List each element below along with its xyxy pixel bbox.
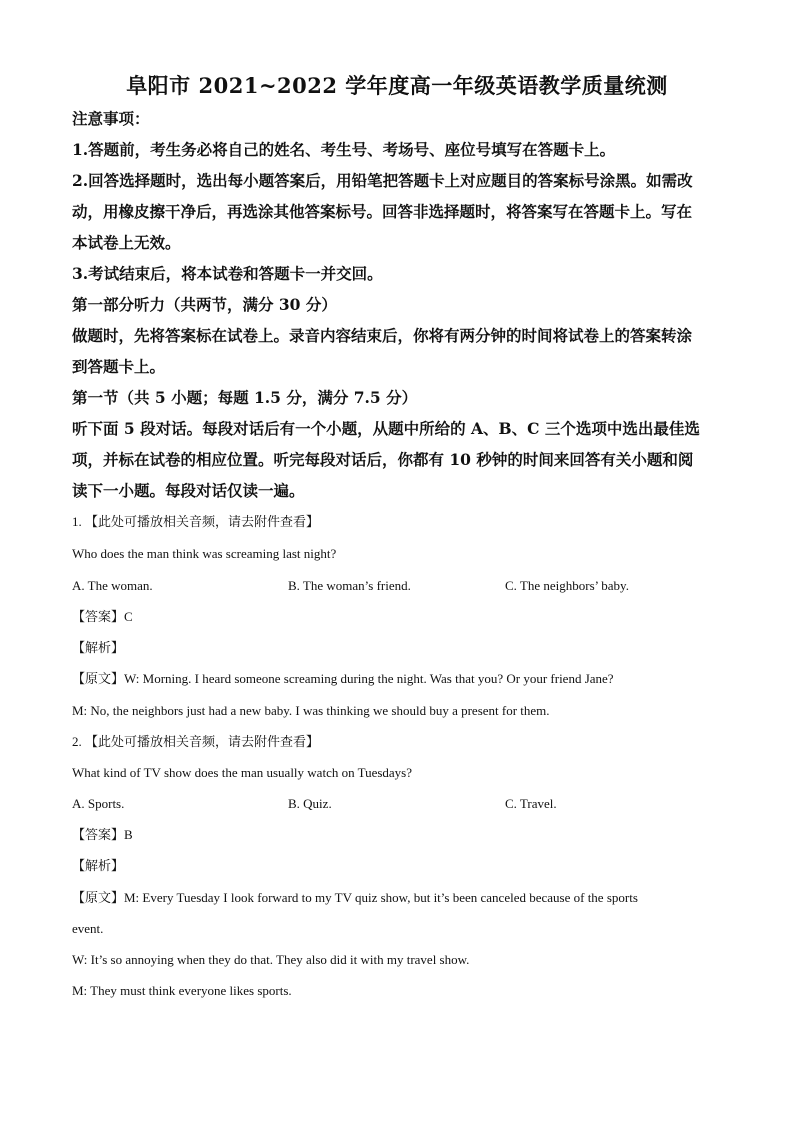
question-2-text: What kind of TV show does the man usually watch on Tuesdays? (72, 765, 413, 780)
question-1-options (72, 576, 722, 596)
section1-desc-line-2: 项，并标在试卷的相应位置。听完每段对话后，你都有 10 秒钟的时间来回答有关小题和阅 (72, 450, 694, 469)
question-1-analysis: 【解析】 (72, 640, 125, 655)
section1-desc-line-1: 听下面 5 段对话。每段对话后有一个小题，从题中所给的 A、B、C 三个选项中选出最佳选 (72, 419, 700, 438)
section1-desc-line-3: 读下一小题。每段对话仅读一遍。 (72, 481, 305, 500)
part1-desc-line-2: 到答题卡上。 (72, 357, 166, 376)
section1-heading: 第一节（共 5 小题；每题 1.5 分，满分 7.5 分） (72, 388, 418, 407)
question-2-transcript-line-3: W: It’s so annoying when they do that. They also did it with my travel show. (72, 952, 470, 967)
question-2-option-b: B. Quiz. (288, 796, 332, 811)
part1-desc-line-1: 做题时，先将答案标在试卷上。录音内容结束后，你将有两分钟的时间将试卷上的答案转涂 (72, 326, 693, 345)
instruction-item-2-line-3: 本试卷上无效。 (72, 233, 181, 252)
question-2-options (72, 794, 722, 814)
question-1-transcript-line-2: M: No, the neighbors just had a new baby. I was thinking we should buy a present for them. (72, 703, 550, 718)
question-1-option-a: A. The woman. (72, 578, 153, 593)
question-1-option-b: B. The woman’s friend. (288, 578, 411, 593)
question-1-text: Who does the man think was screaming last night? (72, 546, 337, 561)
instruction-item-2-line-2: 动，用橡皮擦干净后，再选涂其他答案标号。回答非选择题时，将答案写在答题卡上。写在 (72, 202, 693, 221)
question-2-analysis: 【解析】 (72, 858, 125, 873)
instruction-item-3: 3.考试结束后，将本试卷和答题卡一并交回。 (72, 264, 383, 283)
question-1-answer: 【答案】C (72, 609, 133, 624)
instruction-item-2-line-1: 2.回答选择题时，选出每小题答案后，用铅笔把答题卡上对应题目的答案标号涂黑。如需改 (72, 171, 693, 190)
question-1-transcript-line-1: 【原文】W: Morning. I heard someone screaming during the night. Was that you? Or your friend Jane? (72, 671, 614, 686)
question-1-header: 1. 【此处可播放相关音频，请去附件查看】 (72, 514, 320, 529)
instruction-item-1: 1.答题前，考生务必将自己的姓名、考生号、考场号、座位号填写在答题卡上。 (72, 140, 616, 159)
question-2-transcript-line-2: event. (72, 921, 104, 936)
question-2-option-a: A. Sports. (72, 796, 125, 811)
question-2-transcript-line-4: M: They must think everyone likes sports. (72, 983, 292, 998)
page-title: 阜阳市 2021~2022 学年度高一年级英语教学质量统测 (126, 73, 668, 98)
question-2-answer: 【答案】B (72, 827, 133, 842)
instructions-heading: 注意事项： (72, 109, 150, 128)
question-2-transcript-line-1: 【原文】M: Every Tuesday I look forward to my TV quiz show, but it’s been canceled because of the sports (72, 890, 638, 905)
question-2-header: 2. 【此处可播放相关音频，请去附件查看】 (72, 734, 320, 749)
question-2-option-c: C. Travel. (505, 796, 557, 811)
question-1-option-c: C. The neighbors’ baby. (505, 578, 629, 593)
part1-heading: 第一部分听力（共两节，满分 30 分） (72, 295, 337, 314)
